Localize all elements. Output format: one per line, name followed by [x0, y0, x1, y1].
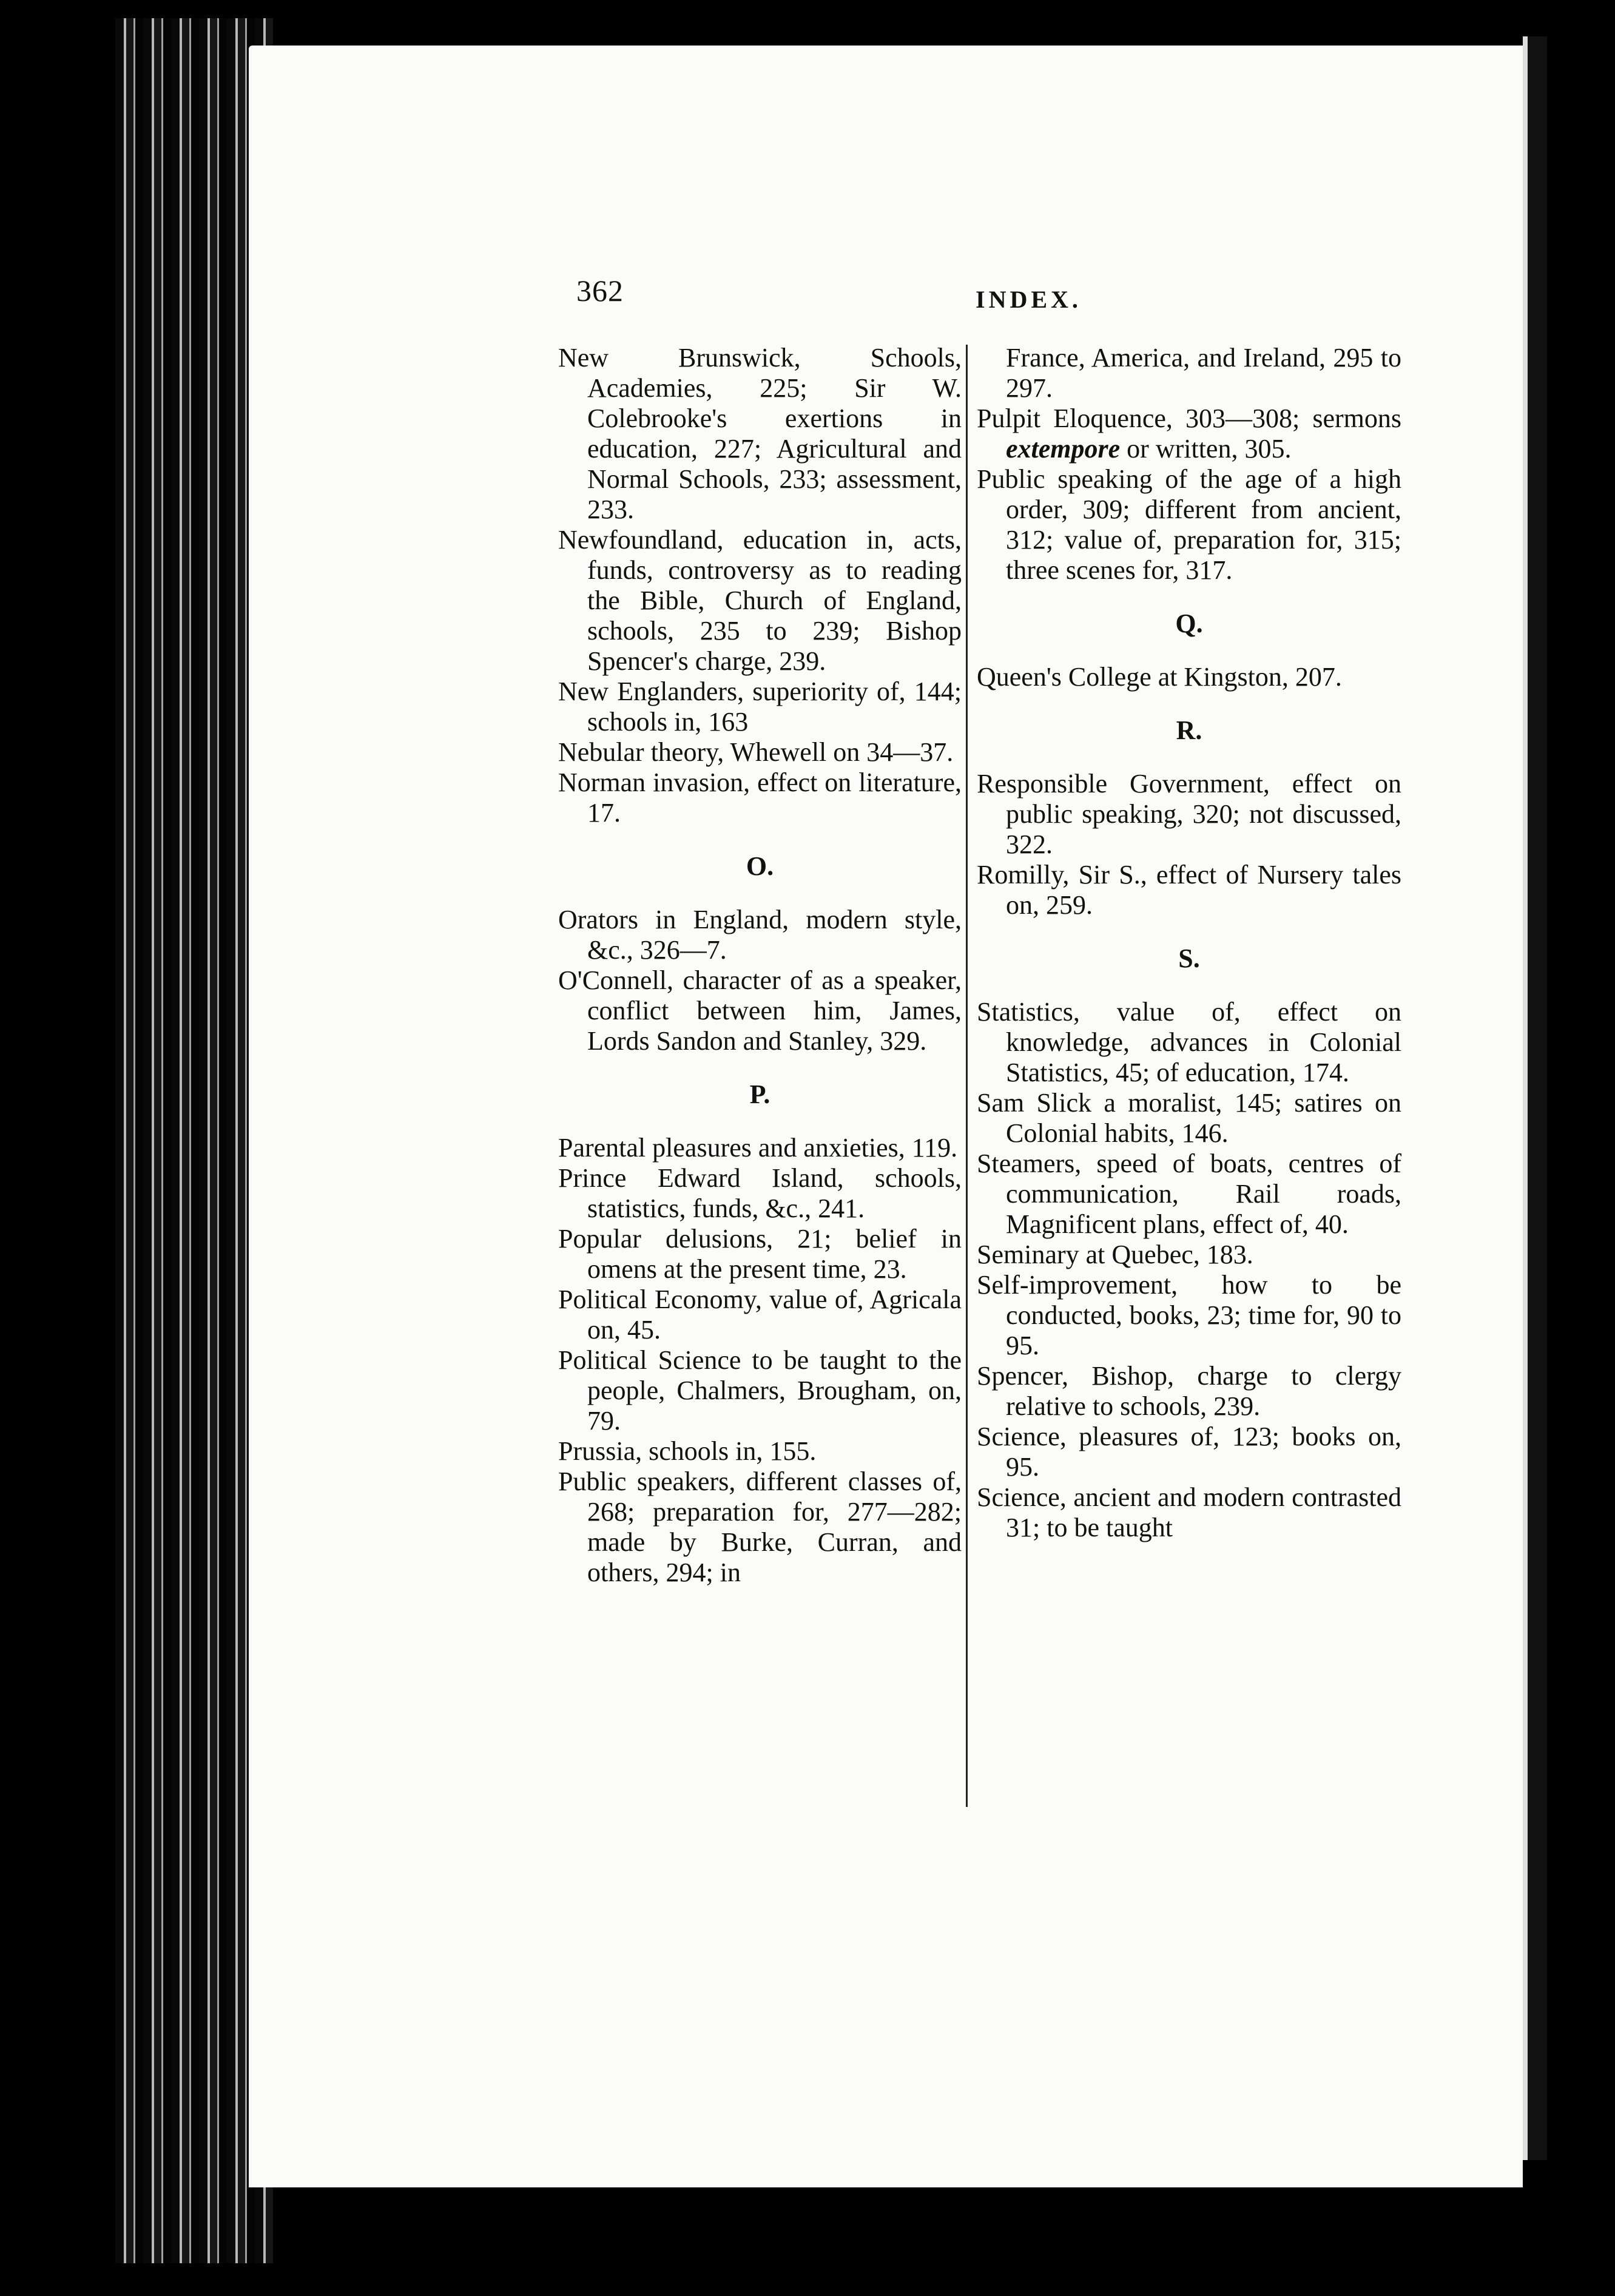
entry-text: or written, 305. [1120, 434, 1292, 464]
index-entry: Norman invasion, effect on literature, 17. [558, 768, 962, 828]
facing-page-edge [1523, 36, 1547, 2160]
index-entry: Romilly, Sir S., effect of Nursery tales on, 259. [977, 860, 1401, 920]
section-letter: R. [1176, 715, 1202, 745]
index-entry: Sam Slick a moralist, 145; satires on Colonial habits, 146. [977, 1088, 1401, 1148]
index-entry: Spencer, Bishop, charge to clergy relative to schools, 239. [977, 1361, 1401, 1421]
section-letter: Q. [1175, 609, 1203, 638]
index-entry: Parental pleasures and anxieties, 119. [558, 1133, 958, 1163]
index-entry: Public speaking of the age of a high order, 309; different from ancient, 312; value of, preparation for, 315; three scenes for, 317. [977, 464, 1401, 585]
index-entry: Popular delusions, 21; belief in omens at the present time, 23. [558, 1224, 962, 1284]
index-entry: Prussia, schools in, 155. [558, 1436, 817, 1466]
index-entry: Orators in England, modern style, &c., 326—7. [558, 905, 962, 965]
page-number: 362 [576, 274, 624, 308]
index-entry: Steamers, speed of boats, centres of communication, Rail roads, Magnificent plans, effect of, 40. [977, 1149, 1401, 1239]
index-entry: Prince Edward Island, schools, statistics, funds, &c., 241. [558, 1163, 962, 1223]
index-entry: Self-improvement, how to be conducted, books, 23; time for, 90 to 95. [977, 1270, 1401, 1360]
index-entry: Political Science to be taught to the people, Chalmers, Brougham, on, 79. [558, 1345, 962, 1436]
index-entry: Newfoundland, education in, acts, funds, controversy as to reading the Bible, Church of England, schools, 235 to 239; Bishop Spencer's charge, 239. [558, 525, 962, 676]
index-entry: Public speakers, different classes of, 268; preparation for, 277—282; made by Burke, Curran, and others, 294; in [558, 1467, 962, 1587]
index-entry: Statistics, value of, effect on knowledge, advances in Colonial Statistics, 45; of education, 174. [977, 997, 1401, 1087]
index-entry: O'Connell, character of as a speaker, conflict between him, James, Lords Sandon and Stanley, 329. [558, 965, 962, 1056]
index-entry-continuation: France, America, and Ireland, 295 to 297. [1006, 343, 1401, 403]
index-entry: New Brunswick, Schools, Academies, 225; Sir W. Colebrooke's exertions in education, 227; Agricultural and Normal Schools, 233; assessment, 233. [558, 343, 962, 524]
index-entry: Nebular theory, Whewell on 34—37. [558, 737, 954, 767]
column-divider [966, 345, 968, 1807]
index-entry: Science, ancient and modern contrasted 31; to be taught [977, 1482, 1401, 1542]
entry-text-italic: extempore [1006, 434, 1121, 464]
index-column-right [977, 343, 1401, 1543]
index-entry: Responsible Government, effect on public speaking, 320; not discussed, 322. [977, 769, 1401, 859]
index-entry: Seminary at Quebec, 183. [977, 1240, 1253, 1269]
entry-text: Pulpit Eloquence, 303—308; sermons [977, 403, 1401, 433]
index-entry [977, 403, 1401, 464]
index-column-left [558, 343, 962, 1588]
index-entry: Queen's College at Kingston, 207. [977, 662, 1342, 692]
section-letter: O. [746, 851, 774, 881]
index-entry: Science, pleasures of, 123; books on, 95. [977, 1422, 1401, 1482]
running-head: INDEX. [976, 286, 1082, 313]
section-letter: P. [749, 1079, 770, 1109]
section-letter: S. [1178, 944, 1200, 973]
index-entry: New Englanders, superiority of, 144; schools in, 163 [558, 677, 962, 737]
index-entry: Political Economy, value of, Agricala on, 45. [558, 1285, 962, 1345]
